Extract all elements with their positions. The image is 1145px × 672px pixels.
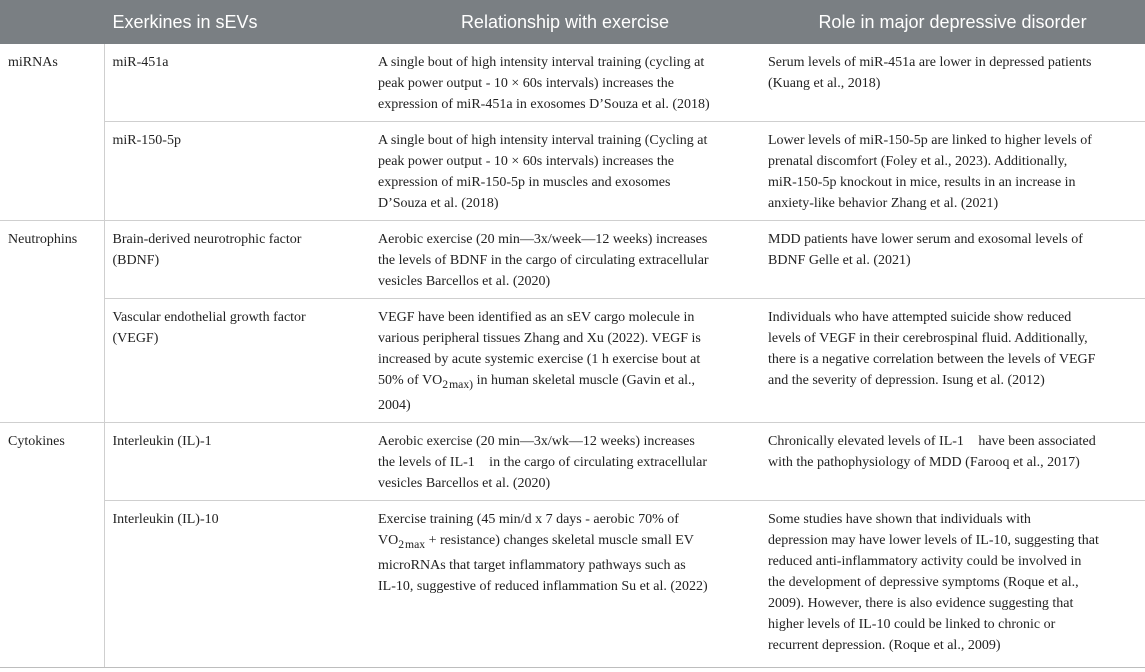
header-role-mdd: Role in major depressive disorder xyxy=(760,0,1145,44)
mdd-text: Some studies have shown that individuals with depression may have lower levels of IL-10, suggesting that reduced anti-inflammatory activity could be involved in the development of depressive symptoms (Roque et al., 2009). However, there is also evidence suggesting that higher levels of IL-10 could be linked to chronic or recurrent depression. (Roque et al., 2009) xyxy=(768,511,1099,653)
table-row xyxy=(0,44,1145,122)
max-subscript-text: max) xyxy=(449,377,474,391)
exerkine-cell xyxy=(104,221,370,299)
exercise-text-main: VEGF have been identified as an sEV cargo molecule in various peripheral tissues Zhang and Xu (2022). VEGF is increased by acute systemic exercise (1 h exercise bout at 50% of VO xyxy=(378,310,701,388)
category-cell xyxy=(0,221,104,299)
exercise-text-end: + resistance) changes skeletal muscle small EV microRNAs that target inflammatory pathways such as IL-10, suggestive of reduced inflammation Su et al. (2022) xyxy=(378,532,708,594)
max-subscript-text: max xyxy=(405,537,426,551)
exercise-cell xyxy=(370,122,760,221)
category-label: Cytokines xyxy=(8,433,65,449)
table-row xyxy=(0,122,1145,221)
exercise-cell xyxy=(370,44,760,122)
mdd-cell xyxy=(760,122,1145,221)
exerkine-label: Interleukin (IL)-1  xyxy=(112,433,223,449)
exerkine-label: Brain-derived neurotrophic factor (BDNF) xyxy=(112,232,302,268)
mdd-text: Lower levels of miR-150-5p are linked to higher levels of prenatal discomfort (Foley et al., 2023). Additionally, miR-150-5p knockout in mice, results in an increase in anxiety-like behavior Zhang et al. (2021) xyxy=(768,133,1092,211)
exerkine-label: miR-451a xyxy=(112,55,169,70)
mdd-text: MDD patients have lower serum and exosomal levels of BDNF Gelle et al. (2021) xyxy=(768,232,1083,268)
max-subscript xyxy=(404,538,425,551)
exercise-text: A single bout of high intensity interval training (cycling at peak power output - 10 × 60s intervals) increases the expression of miR-451a in exosomes D’Souza et al. (2018) xyxy=(378,55,710,112)
category-label: miRNAs xyxy=(8,55,58,70)
mdd-cell xyxy=(760,422,1145,500)
mdd-text: Serum levels of miR-451a are lower in depressed patients (Kuang et al., 2018) xyxy=(768,55,1092,91)
exerkine-label: miR-150-5p xyxy=(112,133,181,148)
exercise-text: A single bout of high intensity interval training (Cycling at peak power output - 10 × 60s intervals) increases the expression of miR-150-5p in muscles and exosomes D’Souza et al. (2018) xyxy=(378,133,708,211)
category-cell-empty xyxy=(0,500,104,667)
header-row xyxy=(0,0,1145,44)
exerkine-cell xyxy=(104,500,370,667)
mdd-cell xyxy=(760,44,1145,122)
exerkine-label: Interleukin (IL)-10 xyxy=(112,511,219,527)
exercise-cell xyxy=(370,299,760,423)
vo2-subscript: 2 xyxy=(442,377,449,391)
table-row xyxy=(0,221,1145,299)
exerkine-cell xyxy=(104,44,370,122)
mdd-text: Chronically elevated levels of IL-1  have been associated with the pathophysiology of MDD (Farooq et al., 2017) xyxy=(768,433,1096,470)
mdd-cell xyxy=(760,500,1145,667)
exercise-cell xyxy=(370,422,760,500)
category-cell-empty xyxy=(0,299,104,423)
mdd-cell xyxy=(760,299,1145,423)
exercise-text: Aerobic exercise (20 min—3x/week—12 weeks) increases the levels of BDNF in the cargo of circulating extracellular vesicles Barcellos et al. (2020) xyxy=(378,232,709,289)
table-row xyxy=(0,500,1145,667)
exerkine-cell xyxy=(104,122,370,221)
table-row xyxy=(0,422,1145,500)
category-cell-empty xyxy=(0,122,104,221)
category-label: Neutrophins xyxy=(8,232,78,247)
max-subscript xyxy=(448,378,473,391)
exercise-text: Aerobic exercise (20 min—3x/wk—12 weeks) increases the levels of IL-1  in the cargo of circulating extracellular vesicles Barcellos et al. (2020) xyxy=(378,433,707,491)
mdd-text: Individuals who have attempted suicide show reduced levels of VEGF in their cerebrospinal fluid. Additionally, there is a negative correlation between the levels of VEGF and the severity of depression. Isung et al. (2012) xyxy=(768,310,1096,388)
exercise-cell xyxy=(370,500,760,667)
exercise-text xyxy=(378,512,708,594)
header-relationship: Relationship with exercise xyxy=(370,0,760,44)
header-exerkines: Exerkines in sEVs xyxy=(0,0,370,44)
category-cell xyxy=(0,44,104,122)
mdd-cell xyxy=(760,221,1145,299)
table-row xyxy=(0,299,1145,423)
exercise-text xyxy=(378,310,701,413)
exerkine-cell xyxy=(104,299,370,423)
exerkine-cell xyxy=(104,422,370,500)
exercise-text-end: in human skeletal muscle (Gavin et al., 2004) xyxy=(378,373,696,413)
vo2-subscript: 2 xyxy=(398,537,405,551)
exercise-cell xyxy=(370,221,760,299)
exercise-text-start: Exercise training (45 min/d x 7 days - aerobic 70% of VO xyxy=(378,511,679,548)
category-cell xyxy=(0,422,104,500)
exerkine-label: Vascular endothelial growth factor (VEGF) xyxy=(112,310,306,346)
